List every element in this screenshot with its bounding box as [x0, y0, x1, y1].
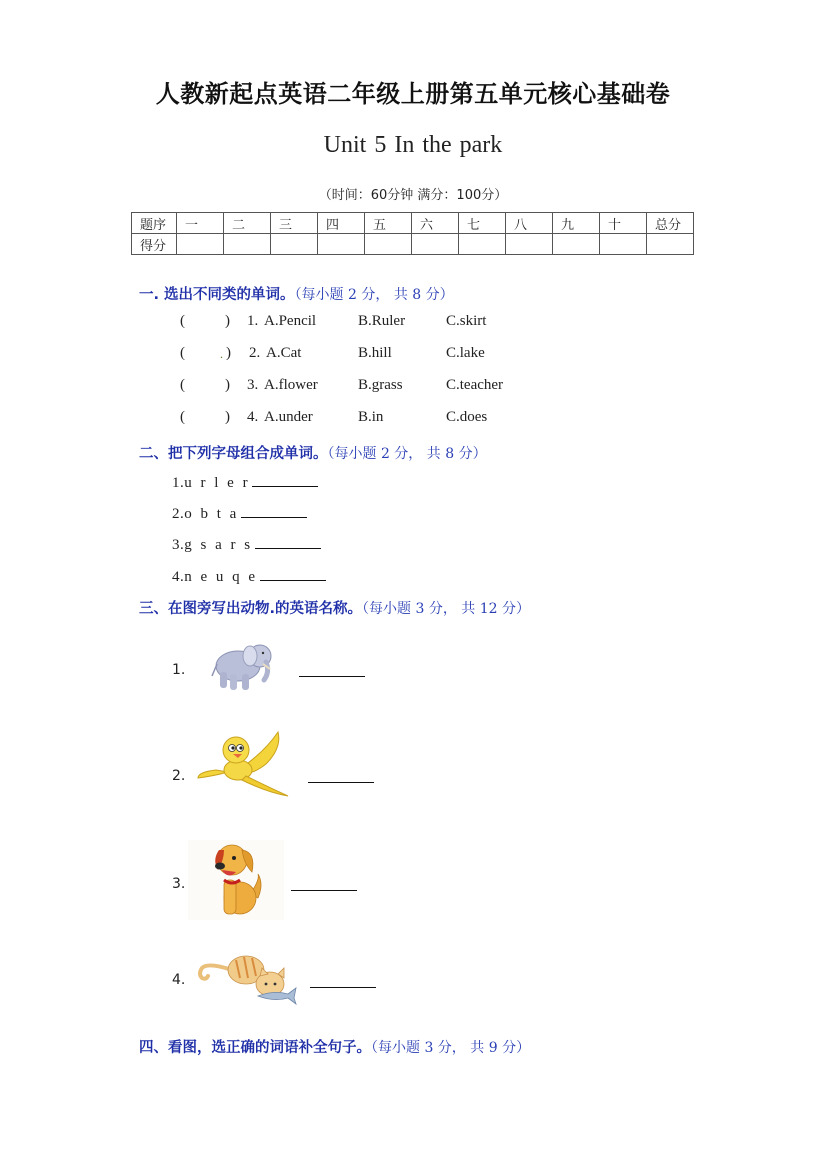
table-cell: 八	[506, 213, 553, 234]
score-table-header-row	[132, 213, 694, 234]
section1-question	[0, 377, 826, 399]
table-cell: 二	[224, 213, 271, 234]
section1-question	[0, 409, 826, 431]
option-a: A.under	[264, 409, 313, 425]
table-cell: 四	[318, 213, 365, 234]
scrambled-letters: g s a r s	[184, 537, 251, 553]
score-input-cell[interactable]	[459, 234, 506, 255]
option-c: C.lake	[446, 345, 485, 361]
score-input-cell[interactable]	[600, 234, 647, 255]
unit-subtitle	[0, 132, 826, 159]
answer-paren-open: (	[180, 409, 185, 425]
answer-blank[interactable]	[188, 345, 224, 365]
section2-question	[172, 534, 321, 554]
section2-title: 二、把下列字母组合成单词。	[139, 446, 328, 462]
question-number: 2.	[172, 506, 185, 522]
answer-blank[interactable]	[188, 409, 224, 429]
section3-title: 三、在图旁写出动物.的英语名称。	[139, 601, 363, 617]
section1-question	[0, 345, 826, 367]
answer-blank[interactable]	[308, 782, 374, 783]
option-b: B.in	[358, 409, 384, 425]
option-b: B.hill	[358, 345, 392, 361]
option-a: A.Cat	[266, 345, 302, 361]
score-input-cell[interactable]	[506, 234, 553, 255]
question-number: 3.	[247, 377, 259, 393]
cat-image	[196, 948, 300, 1008]
table-cell: 七	[459, 213, 506, 234]
table-cell: 题序	[132, 213, 177, 234]
table-cell: 十	[600, 213, 647, 234]
question-number: 1.	[172, 475, 185, 491]
section1-points: （每小题 2 分， 共 8 分）	[294, 287, 454, 303]
answer-paren-close: )	[226, 345, 231, 361]
answer-paren-close: )	[225, 313, 230, 329]
question-number: 2.	[249, 345, 261, 361]
section2-question	[172, 503, 307, 523]
answer-blank[interactable]	[255, 534, 321, 549]
scrambled-letters: o b t a	[184, 506, 237, 522]
question-number: 3.	[172, 537, 185, 553]
answer-blank[interactable]	[310, 987, 376, 988]
score-input-cell[interactable]	[177, 234, 224, 255]
question-number: 1.	[172, 662, 186, 678]
option-a: A.Pencil	[264, 313, 317, 329]
score-input-cell[interactable]	[647, 234, 694, 255]
answer-blank[interactable]	[188, 313, 224, 333]
score-input-cell[interactable]	[412, 234, 459, 255]
answer-blank[interactable]	[252, 472, 318, 487]
score-input-cell[interactable]	[365, 234, 412, 255]
scrambled-letters: n e u q e	[184, 569, 256, 585]
answer-paren-close: )	[225, 409, 230, 425]
section4-heading	[139, 1036, 530, 1057]
stray-dot-mark: .	[220, 347, 223, 361]
answer-blank[interactable]	[291, 890, 357, 891]
table-cell: 得分	[132, 234, 177, 255]
exam-meta: （时间：60分钟 满分：100分）	[318, 188, 508, 203]
section1-question	[0, 313, 826, 335]
elephant-image	[208, 636, 274, 694]
score-table	[131, 212, 694, 255]
answer-paren-close: )	[225, 377, 230, 393]
score-input-cell[interactable]	[224, 234, 271, 255]
score-input-cell[interactable]	[553, 234, 600, 255]
option-c: C.skirt	[446, 313, 487, 329]
section2-question	[172, 472, 318, 492]
question-number: 1.	[247, 313, 259, 329]
section1-title: 一. 选出不同类的单词。	[139, 287, 295, 303]
score-input-cell[interactable]	[271, 234, 318, 255]
section4-points: （每小题 3 分， 共 9 分）	[371, 1040, 531, 1056]
question-number: 4.	[172, 569, 185, 585]
section4-title: 四、看图，选正确的词语补全句子。	[139, 1040, 371, 1056]
table-cell: 五	[365, 213, 412, 234]
table-cell: 三	[271, 213, 318, 234]
table-cell: 六	[412, 213, 459, 234]
option-b: B.grass	[358, 377, 403, 393]
bird-image	[196, 730, 288, 796]
option-c: C.teacher	[446, 377, 504, 393]
table-cell: 一	[177, 213, 224, 234]
question-number: 3.	[172, 876, 186, 892]
question-number: 2.	[172, 768, 186, 784]
section1-heading	[139, 283, 454, 304]
dog-image	[188, 840, 284, 920]
section2-question	[172, 566, 326, 586]
score-input-cell[interactable]	[318, 234, 365, 255]
unit-topic: In the park	[394, 132, 503, 158]
unit-number: Unit 5	[323, 132, 387, 158]
page-title: 人教新起点英语二年级上册第五单元核心基础卷	[155, 80, 671, 108]
answer-blank[interactable]	[260, 566, 326, 581]
table-cell: 九	[553, 213, 600, 234]
table-cell: 总分	[647, 213, 694, 234]
section2-heading	[139, 442, 487, 463]
answer-blank[interactable]	[241, 503, 307, 518]
section3-heading	[139, 597, 530, 618]
question-number: 4.	[172, 972, 186, 988]
question-number: 4.	[247, 409, 259, 425]
score-table-score-row	[132, 234, 694, 255]
option-a: A.flower	[264, 377, 318, 393]
answer-blank[interactable]	[188, 377, 224, 397]
answer-blank[interactable]	[299, 676, 365, 677]
answer-paren-open: (	[180, 345, 185, 361]
section3-points: （每小题 3 分， 共 12 分）	[362, 601, 530, 617]
option-c: C.does	[446, 409, 488, 425]
answer-paren-open: (	[180, 313, 185, 329]
scrambled-letters: u r l e r	[184, 475, 249, 491]
option-b: B.Ruler	[358, 313, 406, 329]
section2-points: （每小题 2 分， 共 8 分）	[327, 446, 487, 462]
answer-paren-open: (	[180, 377, 185, 393]
